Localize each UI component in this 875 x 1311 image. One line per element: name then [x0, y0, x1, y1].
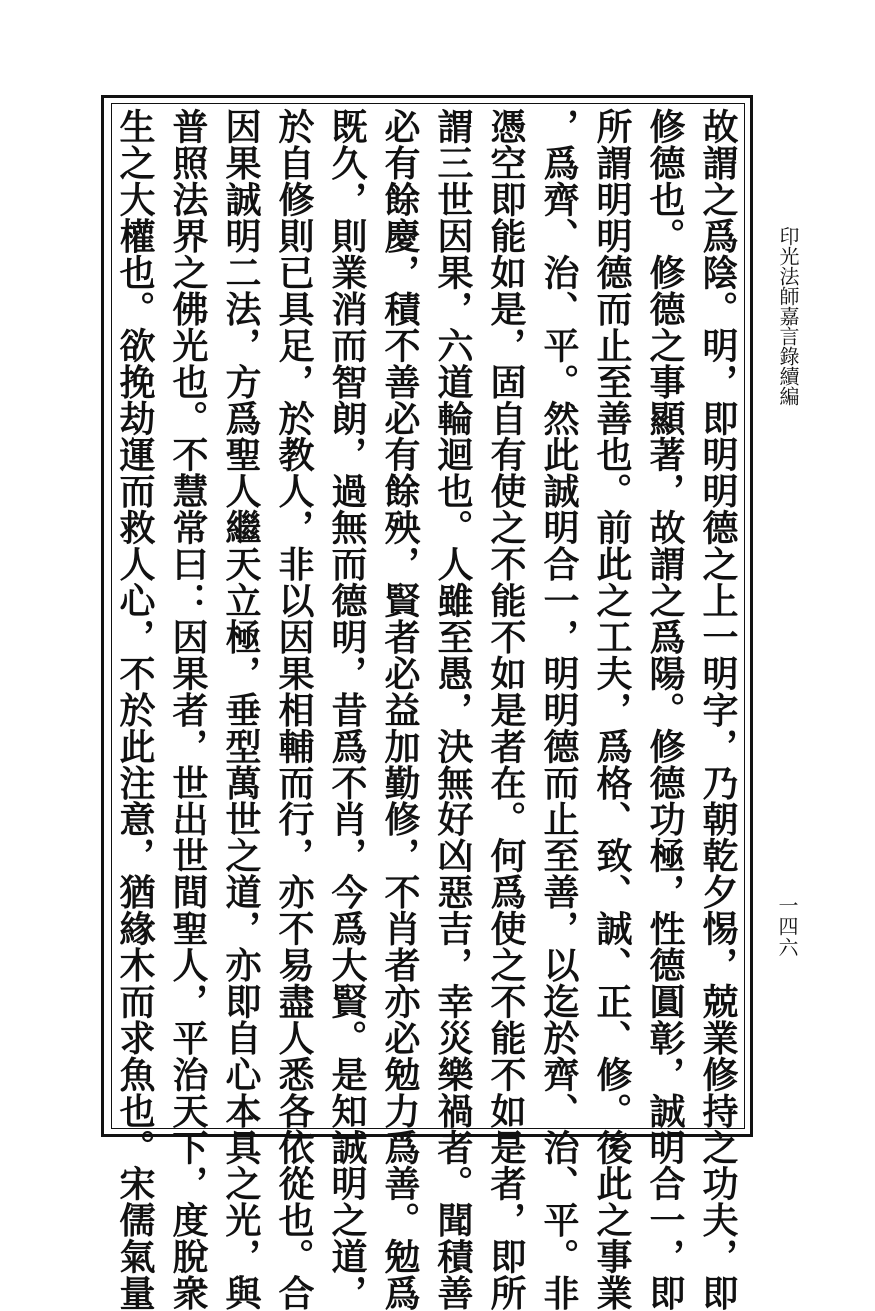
text-column-12: 生之大權也。欲挽劫運而救人心，不於此注意，猶緣木而求魚也。宋儒氣量	[114, 108, 156, 1311]
main-text-block	[112, 108, 744, 1311]
text-column-4: ，爲齊、治、平。然此誠明合一，明明德而止至善，以迄於齊、治、平。非	[538, 108, 580, 1311]
text-column-7: 必有餘慶，積不善必有餘殃，賢者必益加勤修，不肖者亦必勉力爲善。勉爲	[379, 108, 421, 1311]
running-title: 印光法師嘉言錄續編	[776, 226, 800, 406]
text-column-5: 憑空即能如是，固自有使之不能不如是者在。何爲使之不能不如是者，即所	[485, 108, 527, 1311]
text-column-3: 所謂明明德而止至善也。前此之工夫，爲格、致、誠、正、修。後此之事業	[591, 108, 633, 1311]
text-column-6: 謂三世因果，六道輪迴也。人雖至愚，決無好凶惡吉，幸災樂禍者。聞積善	[432, 108, 474, 1311]
text-column-11: 普照法界之佛光也。不慧常曰：因果者，世出世間聖人，平治天下，度脫衆	[167, 108, 209, 1311]
text-column-10: 因果誠明二法，方爲聖人繼天立極，垂型萬世之道，亦即自心本具之光，與	[220, 108, 262, 1311]
page-number: 一四六	[775, 895, 799, 958]
text-column-8: 既久，則業消而智朗，過無而德明，昔爲不肖，今爲大賢。是知誠明之道，	[326, 108, 368, 1311]
text-column-9: 於自修則已具足，於教人，非以因果相輔而行，亦不易盡人悉各依從也。合	[273, 108, 315, 1311]
text-column-1: 故謂之爲陰。明，即明明德之上一明字，乃朝乾夕惕，兢業修持之功夫，即	[697, 108, 739, 1311]
text-column-2: 修德也。修德之事顯著，故謂之爲陽。修德功極，性德圓彰，誠明合一，即	[644, 108, 686, 1311]
